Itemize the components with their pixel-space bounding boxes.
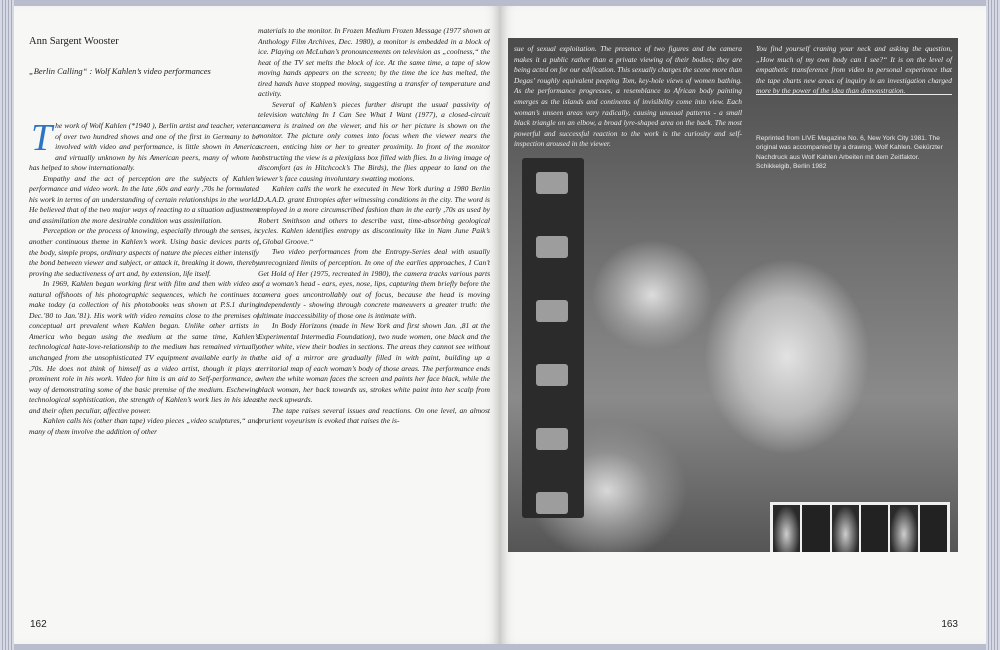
drop-cap: T	[31, 121, 53, 159]
thumbnail	[920, 505, 947, 552]
thumbnail	[802, 505, 829, 552]
paragraph: The tape raises several issues and reactions. On one level, an almost prurient voyeurism is evoked that raises the is-	[258, 405, 490, 426]
paragraph: Perception or the process of knowing, especially through the senses, is another continuous theme in Kahlen’s work. Using basic devices parts of the body, simple props, ordinary aspects of nature the pieces either intensify the bond between viewer and subject, or attack it, breaking it down, thereby proving the seductiveness of art and, by extension, life itself.	[29, 226, 259, 278]
book-edge-left	[0, 0, 14, 650]
text-column-2	[258, 26, 490, 561]
page-number-left: 162	[30, 619, 47, 630]
left-page	[14, 6, 500, 644]
paragraph: The work of Wolf Kahlen (*1940 ), Berlin artist and teacher, veteran of over two hundred shows and one of the first in Germany to be involved with video and performance, is little shown in America and virtually unknown by his American peers, many of whom he has helped to show internationally.	[29, 121, 259, 173]
filmstrip-graphic	[522, 158, 584, 518]
reprint-credit: Reprinted from LIVE Magazine No. 6, New York City 1981. The original was accompanied by a drawing. Wolf Kahlen. Gekürzter Nachdruck aus Wolf Kahlen Arbeiten mit dem Zeitfaktor. Schikkelgib, Berlin 1982	[756, 135, 943, 171]
paragraph: Kahlen calls the work he executed in New York during a 1980 Berlin D.A.A.D. grant Entropies after witnessing conditions in the city. The word is employed in a more circumscribed fashion than in the early ,70s as used by Robert Smithson and others to describe vast, time-absorbing geological cycles. Kahlen identifies entropy as discontinuity like in Nam June Paik’s „Global Groove.“	[258, 184, 490, 246]
paragraph: Two video performances from the Entropy-Series deal with usually unrecognized limits of perception. In one of the earlies approaches, I Can’t Get Hold of Her (1975, recreated in 1980), the camera tracks various parts of a woman’s head - ears, eyes, nose, lips, capturing them briefly before the camera goes uncontrollably out of focus, because the head is moving independently - showing through concrete maneuvers a greater truth: the ultimate inaccessibility of those one is intimate with.	[258, 247, 490, 320]
paragraph: Several of Kahlen’s pieces further disrupt the usual passivity of television watching In I Can See What I Want (1977), a closed-circuit camera is trained on the viewer, and his or her picture is shown on the monitor. The picture only comes into focus when the viewer nears the screen, enticing him or her to greater proximity. In front of the monitor obstructing the view is a plexiglass box filled with flies. In a living image of discomfort (as in Hitchcock’s The Birds), the flies appear to land on the viewer’s face causing involuntary swatting motions.	[258, 99, 490, 183]
thumbnail-grid	[770, 502, 950, 552]
article-subtitle: „Berlin Calling“ : Wolf Kahlen’s video performances	[29, 66, 211, 76]
right-page	[500, 6, 986, 644]
paragraph: materials to the monitor. In Frozen Medium Frozen Message (1977 shown at Anthology Film Archives, Dec. 1980), a monitor is embedded in a block of ice. Playing on McLuhan’s pronouncements on television as „coolness,“ the heat of the TV set melts the block of ice. At the same time, a tape of slow moving hands appears on the screen; by the time the ice has melted, the tired hands have stopped moving, suggesting a transfer of temperature and activity.	[258, 26, 490, 99]
paragraph: In Body Horizons (made in New York and first shown Jan. ,81 at the Experimental Intermedia Foundation), two nude women, one black and the other white, view their bodies in sections. The areas they cannot see without the aid of a mirror are gradually filled in with paint, building up a territorial map of each woman’s body of those areas. The performance ends when the white woman faces the screen and paints her face black, while the black woman, her back towards us, strokes white paint into her scalp from the neck upwards.	[258, 321, 490, 405]
photo-overlay-text-left: sue of sexual exploitation. The presence of two figures and the camera makes it a public rather than a private viewing of their bodies; they are being acted on for our edification. This sexually charges the scene more than Degas’ roughly equivalent peeping Tom, key-hole views of women bathing. As the performance progresses, a resemblance to African body painting emerges as the islands and continents of invisibility come into view. Each woman’s unseen areas vary radically, causing unusual patterns - a small black triangle on an elbow, a broad lyre-shaped area on the back. The most powerful and successful reaction to the work is the curiosity and self-inspection aroused in the viewer.	[514, 44, 742, 149]
photo-overlay-text-right: You find yourself craning your neck and asking the question, „How much of my own body can I see?“ It is on the level of empathetic transference from video to personal experience that the tape charts new areas of inquiry in an investigation charged more by the power of the idea than demonstration.	[756, 44, 952, 96]
article-author: Ann Sargent Wooster	[29, 36, 119, 47]
book-edge-right	[986, 0, 1000, 650]
thumbnail	[832, 505, 859, 552]
performance-photo	[508, 38, 958, 552]
divider	[756, 94, 952, 95]
paragraph: Kahlen calls his (other than tape) video pieces „video sculptures,“ and many of them involve the addition of other	[29, 416, 259, 436]
thumbnail	[890, 505, 917, 552]
thumbnail	[861, 505, 888, 552]
paragraph: In 1969, Kahlen began working first with film and then with video as natural offshoots of his photographic sequences, which he continues to make today (a collection of his photobooks was shown at P.S.1 during Dec.’80 to Jan.’81). His work with video remains close to the premises of conceptual art prevalent when Kahlen began. Unlike other artists in America who began using the medium at the same time, Kahlen’s technological hate-love-relationship to the medium has remained virtually unchanged from the unsophisticated TV equipment available early in the ,70s. He does not think of himself as a video artist, though it plays a prominent role in his work. Video for him is an aid to Self-performance, a way of demonstrating some of the basic premise of the medium. Eschewing technological sophistication, the strength of Kahlen’s work lies in his ideas and their often peculiar, affective power.	[29, 279, 259, 415]
text-column-1	[29, 121, 259, 561]
page-number-right: 163	[941, 619, 958, 630]
thumbnail	[773, 505, 800, 552]
paragraph: Empathy and the act of perception are the subjects of Kahlen’s performance and video work. In the late ,60s and early ,70s he formulated his work in terms of an understanding of certain relationships in the world. He believed that of the two major ways of reacting to a situation adjustment and assimilation the more desirable condition was assimilation.	[29, 173, 259, 225]
